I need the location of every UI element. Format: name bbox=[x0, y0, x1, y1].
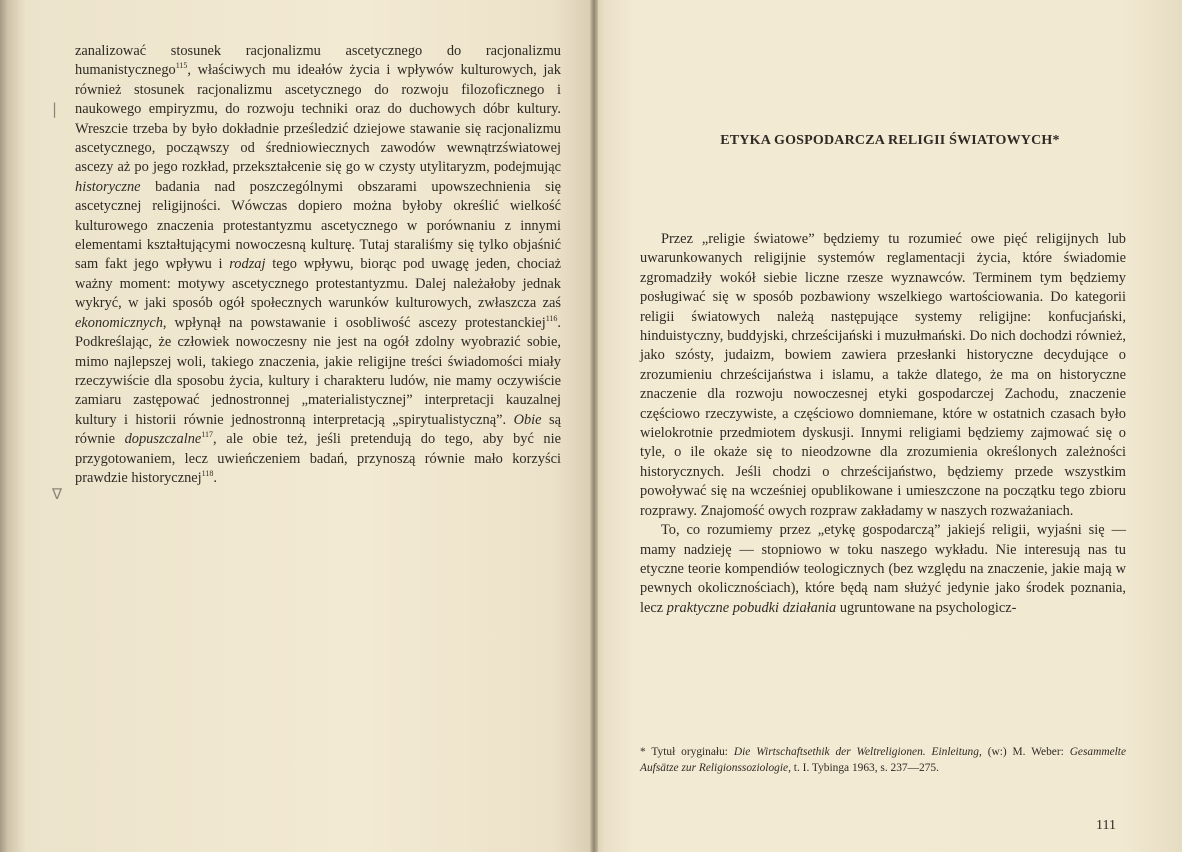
footnote-ref: 115 bbox=[175, 61, 188, 71]
footnote: * Tytuł oryginału: Die Wirtschaftsethik der Weltreligionen. Einleitung, (w:) M. Weber: Gesammelte Aufsätze zur Religionssoziologie, t. I. Tybinga 1963, s. 237—275. bbox=[640, 746, 1127, 774]
footnote-rule bbox=[640, 742, 1126, 743]
pencil-margin-mark: ∇ bbox=[52, 485, 63, 503]
right-paragraph-2: To, co rozumiemy przez „etykę gospodarczą” jakiejś religii, wyjaśni się — mamy nadzieję — stopniowo w toku naszego wykładu. Nie interesują nas tu etyczne teorie kompendiów teologicznych (bez względu na znaczenie, jakie mają w pewnych okolicznościach), które będą nam służyć jedynie jako środek poznania, lecz praktyczne pobudki działania ugruntowane na psychologicz- bbox=[640, 522, 1126, 616]
pencil-margin-mark: | bbox=[52, 100, 58, 118]
footnote-ref: 117 bbox=[201, 430, 214, 440]
footnote-ref: 116 bbox=[545, 313, 558, 323]
left-page-text bbox=[75, 42, 561, 488]
footnote-ref: 118 bbox=[201, 469, 214, 479]
italic-text: dopuszczalne bbox=[124, 431, 202, 448]
italic-text: Die Wirtschaftsethik der Weltreligionen. Einleitung, bbox=[733, 746, 982, 758]
italic-text: rodzaj bbox=[229, 256, 266, 273]
book-gutter bbox=[590, 0, 598, 852]
chapter-heading: ETYKA GOSPODARCZA RELIGII ŚWIATOWYCH* bbox=[720, 133, 1060, 148]
italic-text: Gesammelte Aufsätze zur Religionssoziologie, bbox=[640, 746, 1127, 774]
page-number: 111 bbox=[1096, 818, 1116, 833]
italic-text: Obie bbox=[513, 411, 542, 428]
italic-text: ekonomicznych bbox=[75, 314, 163, 331]
right-paragraph-1: Przez „religie światowe” będziemy tu rozumieć owe pięć religijnych lub uwarunkowanych religijnie systemów reglamentacji życia, które świadomie zgromadziły wokół siebie liczne rzesze wyznawców. Terminem tym będziemy posługiwać się w sposób pozbawiony wszelkiego wartościowania. Do kategorii religii światowych należą następujące systemy religijne: konfucjański, hinduistyczny, buddyjski, chrześcijański i muzułmański. Do nich dochodzi również, jako szósty, judaizm, bowiem zawiera przesłanki historyczne decydujące o zrozumieniu chrześcijaństwa i islamu, a także dlatego, że ma on historyczne znaczenie dla rozwoju nowoczesnej etyki gospodarczej Zachodu, znaczenie częściowo rzeczywiste, a częściowo domniemane, które w ostatnich czasach było wielokrotnie przedmiotem dyskusji. Innymi religiami będziemy zajmować się o tyle, o ile okaże się to nieodzowne dla zrozumienia określonych zależności historycznych. Jeśli chodzi o chrześcijaństwo, będziemy przede wszystkim powoływać się na wcześniej opublikowane i umieszczone na początku tego zbioru rozprawy. Znajomość owych rozpraw zakładamy w naszych rozważaniach. bbox=[640, 231, 1126, 519]
left-paragraph: zanalizować stosunek racjonalizmu ascetycznego do racjonalizmu humanistycznego$^{115}$, właściwych mu ideałów życia i wpływów kulturowych, jak również stosunek racjonalizmu ascetycznego do rozwoju filozoficznego i naukowego empiryzmu, do rozwoju techniki oraz do duchowych dóbr kultury. Wreszcie trzeba by było dokładnie prześledzić dziejowe stawanie się racjonalizmu ascetycznego, począwszy od średniowiecznych zawodów wewnątrzświatowej ascezy aż po jego rozkład, przekształcenie się go w czysty utylitaryzm, podejmując historyczne badania nad poszczególnymi obszarami upowszechnienia się ascetycznej religijności. Wówczas dopiero można byłoby określić wielkość kulturowego znaczenia protestantyzmu ascetycznego w porównaniu z innymi elementami kształtującymi nowoczesną kulturę. Tutaj staraliśmy się tylko objaśnić sam fakt jego wpływu i rodzaj tego wpływu, biorąc pod uwagę jeden, chociaż ważny moment: motywy ascetycznego protestantyzmu. Dalej należałoby jednak wykryć, w jaki sposób ogół społecznych warunków kulturowych, zwłaszcza zaś ekonomicznych, wpłynął na powstawanie i osobliwość ascezy protestanckiej$^{116}$. Podkreślając, że człowiek nowoczesny nie jest na ogół zdolny wyobrazić sobie, mimo najlepszej woli, takiego znaczenia, jakie religijne treści świadomości miały rzeczywiście dla sposobu życia, kultury i charakteru ludów, nie mamy oczywiście zamiaru zastępować jednostronnej „materialistycznej” interpretacji kauzalnej kultury i historii równie jednostronną interpretacją „spirytualistyczną”. Obie są równie dopuszczalne$^{117}$, ale obie też, jeśli pretendują do tego, aby być nie przygotowaniem, lecz uwieńczeniem badań, przynoszą równie mało korzyści prawdzie historycznej$^{118}$. bbox=[75, 43, 562, 486]
italic-text: historyczne bbox=[75, 178, 141, 195]
right-page-text bbox=[640, 230, 1126, 618]
italic-text: praktyczne pobudki działania bbox=[666, 599, 837, 616]
